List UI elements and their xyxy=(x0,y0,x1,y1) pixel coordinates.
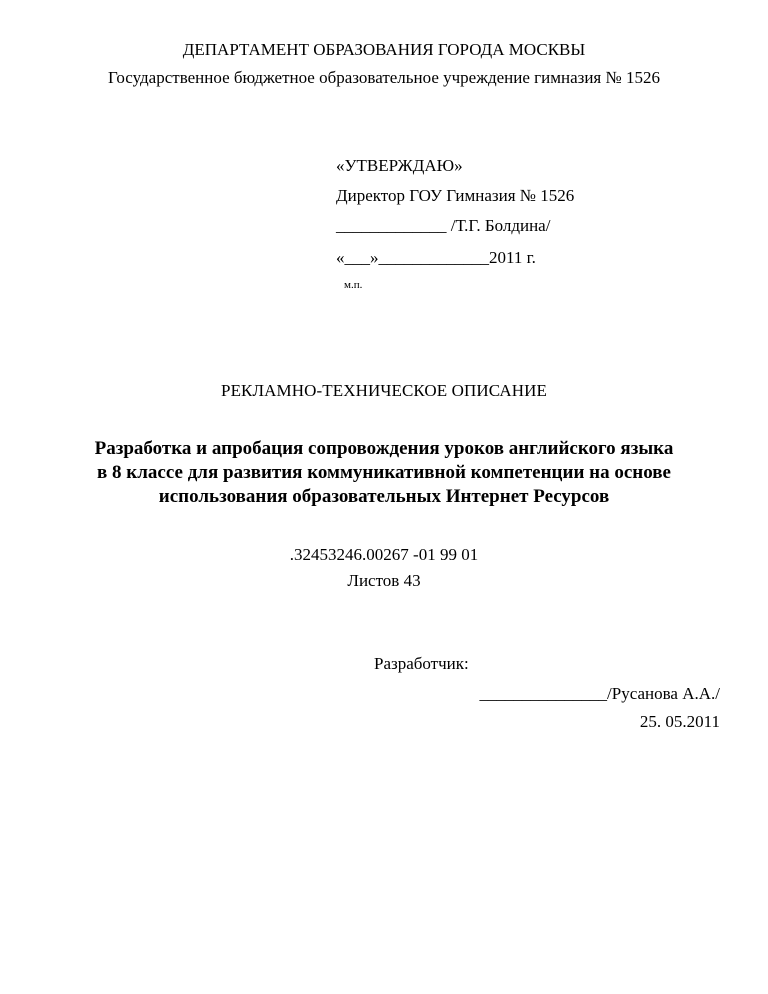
developer-label: Разработчик: xyxy=(374,654,469,673)
developer-date: 25. 05.2011 xyxy=(639,712,720,731)
document-title-line-2: в 8 классе для развития коммуникативной компетенции на основе xyxy=(97,462,671,483)
approval-director: Директор ГОУ Гимназия № 1526 xyxy=(336,186,575,205)
approval-title: «УТВЕРЖДАЮ» xyxy=(336,156,463,175)
approval-date-line: «___»_____________2011 г. xyxy=(336,248,536,267)
approval-signature-line: _____________ /Т.Г. Болдина/ xyxy=(336,216,551,235)
institution-heading: Государственное бюджетное образовательное учреждение гимназия № 1526 xyxy=(108,68,660,87)
developer-signature-line: _______________/Русанова А.А./ xyxy=(479,684,720,703)
document-title-line-1: Разработка и апробация сопровождения уроков английского языка xyxy=(94,438,674,459)
document-title xyxy=(0,437,768,509)
document-code: .32453246.00267 -01 99 01 xyxy=(289,545,479,564)
document-title-line-3: использования образовательных Интернет Ресурсов xyxy=(158,486,610,507)
approval-stamp-mark: м.п. xyxy=(344,279,363,291)
sheet-count: Листов 43 xyxy=(347,571,421,590)
document-type: РЕКЛАМНО-ТЕХНИЧЕСКОЕ ОПИСАНИЕ xyxy=(221,381,547,400)
department-heading: ДЕПАРТАМЕНТ ОБРАЗОВАНИЯ ГОРОДА МОСКВЫ xyxy=(182,40,586,59)
